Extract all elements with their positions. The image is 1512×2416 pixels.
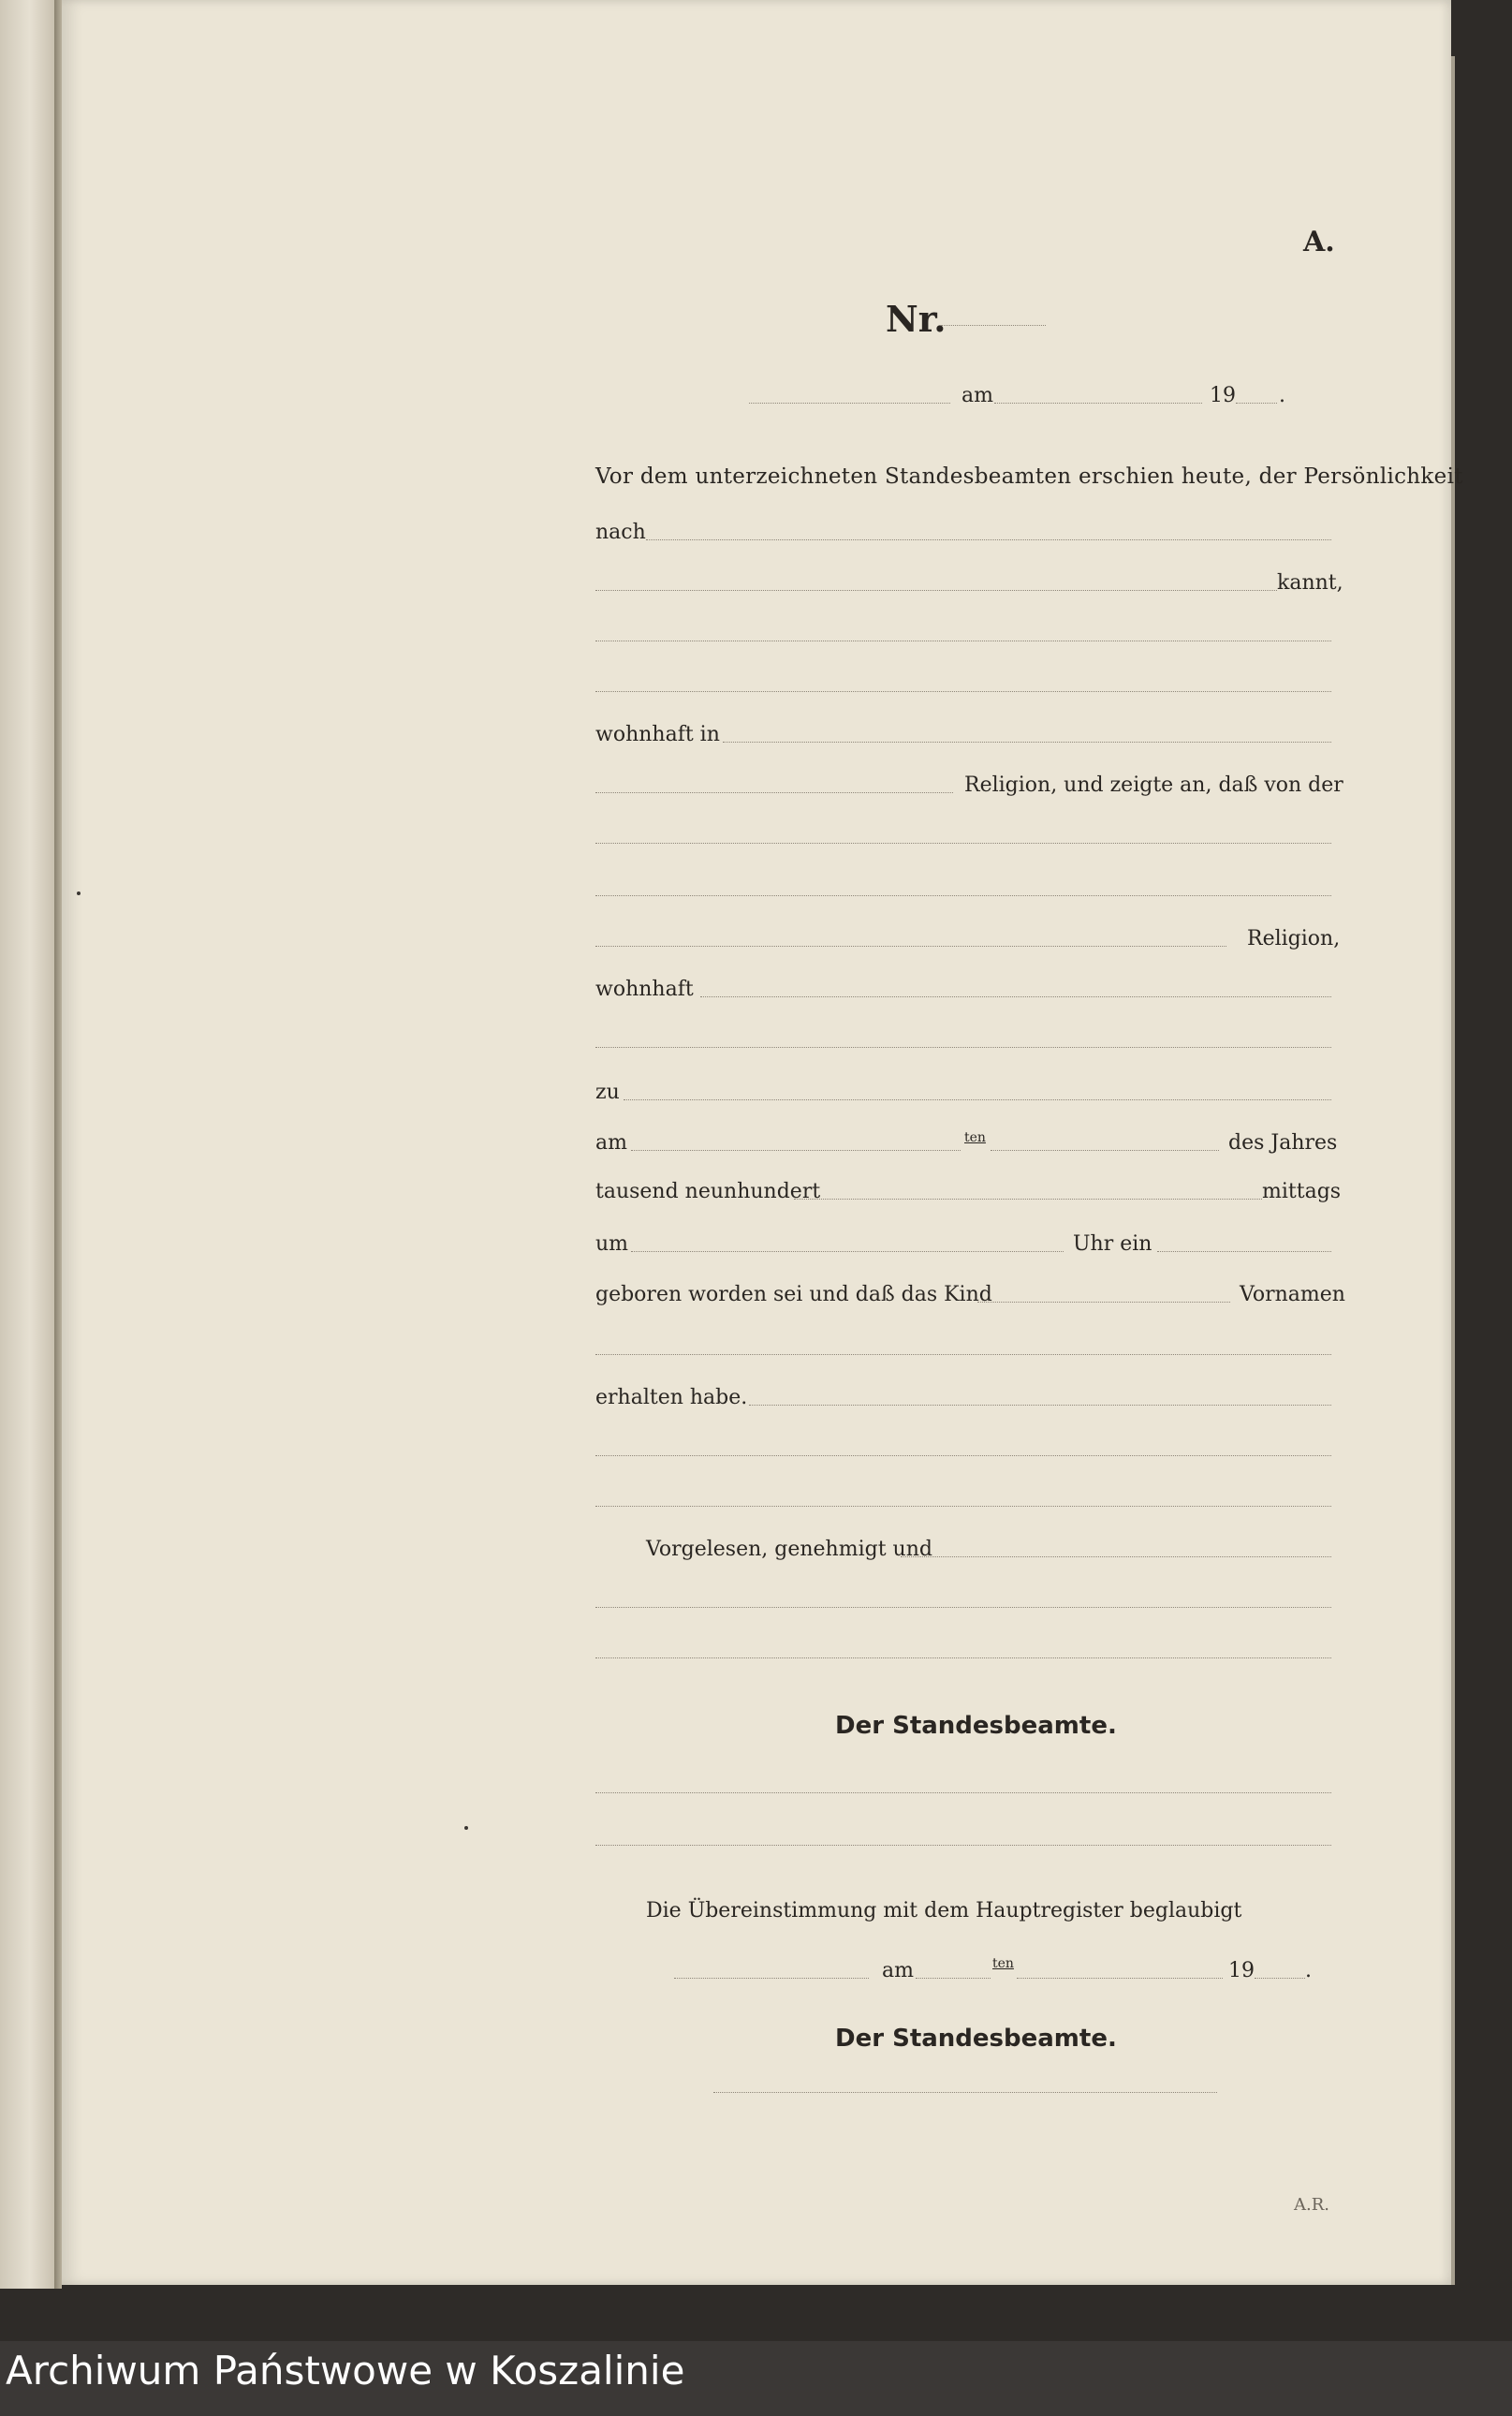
geboren-text: geboren worden sei und daß das Kind (595, 1283, 992, 1306)
wohnhaft-in-field[interactable] (723, 742, 1331, 743)
date-field[interactable] (994, 403, 1202, 404)
uhr-ein-label: Uhr ein (1073, 1232, 1152, 1256)
vorgelesen-label: Vorgelesen, genehmigt und (646, 1538, 932, 1561)
year-prefix-2: 19 (1228, 1959, 1255, 1982)
standesbeamte-title-1: Der Standesbeamte. (835, 1712, 1117, 1740)
nr-label: Nr. (886, 298, 947, 340)
blank-line[interactable] (595, 1354, 1331, 1355)
vornamen-label: Vornamen (1240, 1283, 1345, 1306)
year-prefix: 19 (1210, 384, 1236, 407)
wohnhaft-field[interactable] (700, 996, 1331, 997)
nach-label: nach (595, 521, 646, 544)
intro-text: Vor dem unterzeichneten Standesbeamten erschien heute, der Persönlichkeit (595, 464, 1463, 489)
minute-field[interactable] (1157, 1251, 1331, 1252)
standesbeamte-title-2: Der Standesbeamte. (835, 2025, 1117, 2053)
day-field[interactable] (631, 1150, 961, 1151)
religion-field-2[interactable] (595, 946, 1226, 947)
nach-field[interactable] (646, 539, 1331, 540)
am-label-3: am (882, 1959, 914, 1982)
date-period-2: . (1305, 1959, 1312, 1982)
blank-line[interactable] (595, 691, 1331, 692)
nr-field[interactable] (941, 325, 1046, 326)
tausend-label: tausend neunhundert (595, 1180, 821, 1203)
place-field[interactable] (749, 403, 950, 404)
erhalten-field[interactable] (749, 1405, 1331, 1406)
blank-line[interactable] (595, 895, 1331, 896)
signature-line[interactable] (595, 1845, 1331, 1846)
page-speck (464, 1826, 468, 1830)
blank-line[interactable] (595, 1506, 1331, 1507)
blank-line[interactable] (595, 1047, 1331, 1048)
am-label-2: am (595, 1131, 627, 1155)
erhalten-label: erhalten habe. (595, 1386, 748, 1409)
gender-field[interactable] (977, 1302, 1230, 1303)
zu-field[interactable] (624, 1099, 1331, 1100)
form-code: A.R. (1294, 2195, 1329, 2215)
hour-field[interactable] (631, 1251, 1064, 1252)
blank-line[interactable] (595, 843, 1331, 844)
year-field[interactable] (1236, 403, 1277, 404)
month-field[interactable] (991, 1150, 1219, 1151)
month-field-2[interactable] (1017, 1978, 1223, 1979)
page-speck (77, 891, 81, 895)
ten-suffix-2: ten (992, 1956, 1014, 1971)
place-field-2[interactable] (674, 1978, 869, 1979)
year-words-field[interactable] (794, 1199, 1262, 1200)
um-label: um (595, 1232, 629, 1256)
uebereinstimmung-text: Die Übereinstimmung mit dem Hauptregister beglaubigt (646, 1899, 1242, 1922)
ten-suffix: ten (964, 1130, 986, 1145)
kannt-field[interactable] (595, 590, 1277, 591)
day-field-2[interactable] (916, 1978, 991, 1979)
blank-line[interactable] (595, 1607, 1331, 1608)
archive-name: Archiwum Państwowe w Koszalinie (6, 2348, 685, 2394)
kannt-label: kannt, (1277, 571, 1343, 595)
religion-anzeige-text: Religion, und zeigte an, daß von der (964, 773, 1343, 797)
left-page-edge (0, 0, 54, 2289)
signature-line-2[interactable] (713, 2092, 1217, 2093)
blank-line[interactable] (595, 1657, 1331, 1658)
religion-label: Religion, (1247, 927, 1341, 950)
zu-label: zu (595, 1081, 620, 1104)
am-label: am (962, 384, 993, 407)
signature-line[interactable] (595, 1792, 1331, 1793)
vorgelesen-field[interactable] (901, 1556, 1331, 1557)
wohnhaft-in-label: wohnhaft in (595, 723, 720, 746)
date-period: . (1279, 384, 1285, 407)
religion-field-1[interactable] (595, 792, 953, 793)
blank-line[interactable] (595, 1455, 1331, 1456)
wohnhaft-label: wohnhaft (595, 978, 694, 1001)
mittags-label: mittags (1262, 1180, 1342, 1203)
form-letter: A. (1303, 226, 1335, 258)
des-jahres-label: des Jahres (1228, 1131, 1338, 1155)
year-field-2[interactable] (1255, 1978, 1305, 1979)
book-gutter (54, 0, 62, 2289)
page-right-edge (1451, 56, 1455, 2285)
